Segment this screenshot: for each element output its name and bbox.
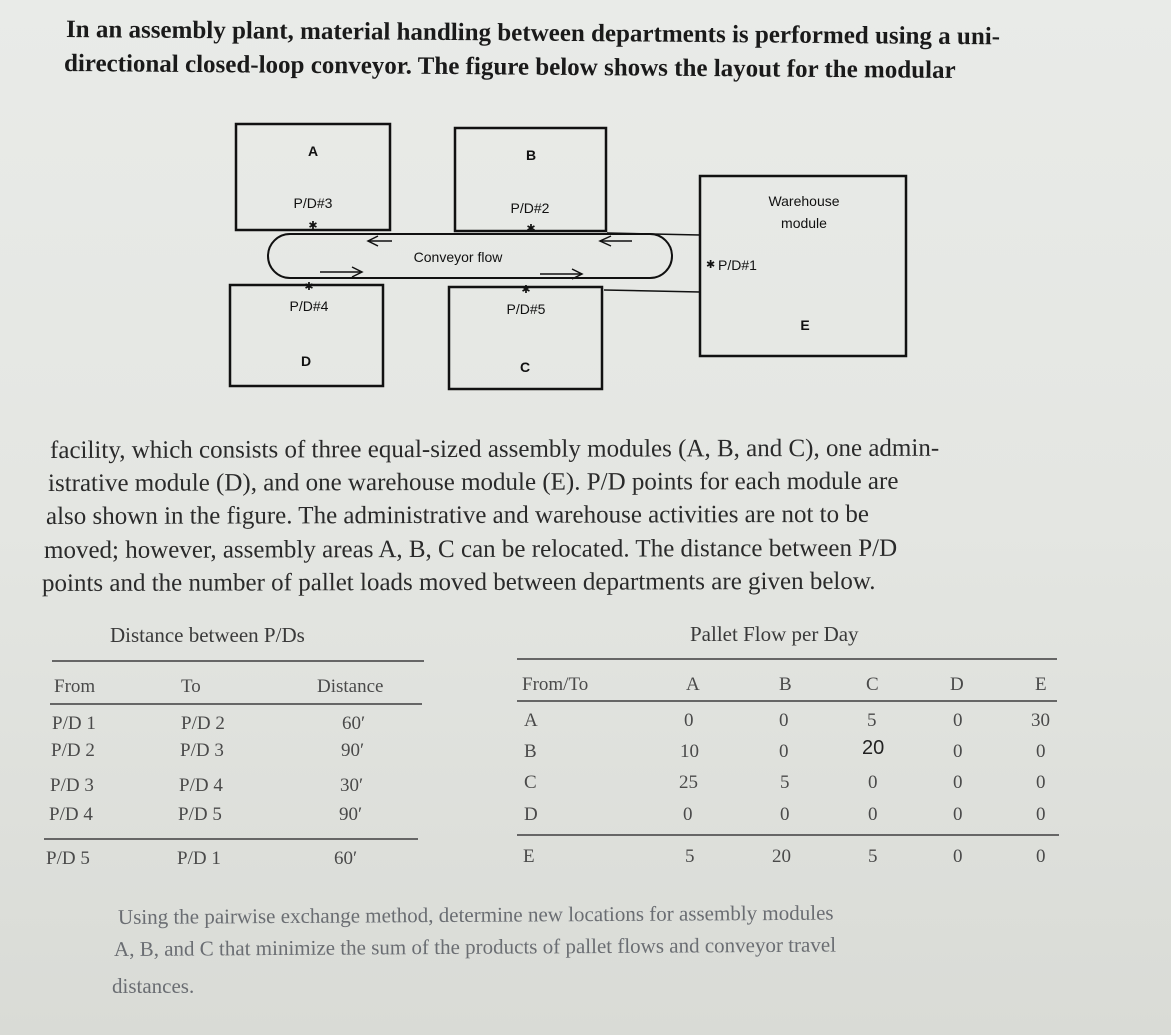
flow-e-to-a: 5	[685, 846, 695, 867]
flow-d-to-c: 0	[868, 804, 878, 825]
warehouse-label-line-1: Warehouse	[768, 193, 840, 209]
distance-table-title: Distance between P/Ds	[110, 623, 305, 647]
flow-d-to-b: 0	[780, 804, 790, 825]
pd2-label: P/D#2	[510, 200, 550, 216]
flow-a-to-a: 0	[684, 710, 694, 731]
flow-header-e: E	[1035, 674, 1047, 695]
intro-line-2: directional closed-loop conveyor. The figure below shows the layout for the modular	[63, 50, 956, 85]
pd1-marker: ✱	[706, 259, 716, 271]
flow-d-to-d: 0	[953, 804, 963, 825]
distance-row-2-to: P/D 3	[180, 740, 224, 761]
flow-row-a-label: A	[524, 710, 538, 731]
flow-row-d-label: D	[524, 804, 538, 825]
flow-header-c: C	[866, 674, 879, 695]
module-a-label: A	[307, 143, 319, 159]
module-b-label: B	[525, 147, 537, 163]
flow-row-b-label: B	[524, 741, 537, 762]
flow-header-fromto: From/To	[522, 674, 589, 695]
distance-row-1-to: P/D 2	[181, 713, 225, 734]
distance-row-5-from: P/D 5	[46, 848, 90, 869]
question-line-2: A, B, and C that minimize the sum of the products of pallet flows and conveyor travel	[113, 932, 837, 961]
distance-row-3-to: P/D 4	[179, 775, 223, 796]
distance-row-2-from: P/D 2	[51, 740, 95, 761]
question-line-3: distances.	[112, 974, 195, 998]
flow-row-e-label: E	[523, 846, 535, 867]
flow-e-to-c: 5	[868, 846, 878, 867]
distance-row-3-distance: 30′	[340, 775, 364, 796]
flow-b-to-e: 0	[1036, 741, 1046, 762]
pd5-marker: ✱	[521, 284, 531, 296]
conveyor-arrow-top-right	[600, 236, 632, 246]
flow-header-b: B	[779, 674, 792, 695]
flow-a-to-e: 30	[1031, 710, 1050, 731]
flow-header-a: A	[686, 674, 700, 695]
distance-row-1-from: P/D 1	[52, 713, 96, 734]
conveyor-arrow-top-left	[368, 236, 392, 246]
question-line-1: Using the pairwise exchange method, determine new locations for assembly modules	[117, 900, 834, 929]
flow-table-top-rule	[517, 658, 1057, 660]
layout-figure	[0, 0, 1171, 400]
flow-row-c-label: C	[524, 772, 537, 793]
flow-b-to-d: 0	[953, 741, 963, 762]
module-e-label: E	[800, 317, 810, 333]
flow-b-to-c: 20	[862, 737, 885, 759]
flow-c-to-b: 5	[780, 772, 790, 793]
flow-a-to-d: 0	[953, 710, 963, 731]
conveyor-link-bottom	[604, 290, 700, 292]
flow-b-to-b: 0	[779, 741, 789, 762]
body-line-5: points and the number of pallet loads moved between departments are given below.	[41, 567, 876, 597]
intro-line-1: In an assembly plant, material handling between departments is performed using a uni-	[65, 16, 1001, 51]
distance-row-1-distance: 60′	[342, 713, 366, 734]
distance-row-4-distance: 90′	[339, 804, 363, 825]
distance-header-distance: Distance	[317, 676, 384, 697]
flow-c-to-a: 25	[679, 772, 698, 793]
distance-table-header-rule	[50, 703, 422, 705]
pd1-label: P/D#1	[718, 257, 757, 273]
pd3-marker: ✱	[308, 220, 318, 232]
flow-c-to-c: 0	[868, 772, 878, 793]
flow-d-to-e: 0	[1036, 804, 1046, 825]
flow-table-divider-rule	[517, 834, 1059, 836]
pd3-label: P/D#3	[293, 195, 333, 211]
distance-row-3-from: P/D 3	[50, 775, 94, 796]
distance-header-to: To	[181, 676, 201, 697]
warehouse-label-line-2: module	[781, 215, 827, 231]
flow-d-to-a: 0	[683, 804, 693, 825]
flow-table-title: Pallet Flow per Day	[690, 622, 859, 646]
pd2-marker: ✱	[526, 223, 536, 235]
flow-header-d: D	[950, 674, 964, 695]
flow-table-header-rule	[517, 700, 1057, 702]
body-line-1: facility, which consists of three equal-sized assembly modules (A, B, and C), one admin-	[49, 434, 940, 464]
flow-b-to-a: 10	[680, 741, 699, 762]
module-c-label: C	[519, 359, 531, 375]
flow-a-to-b: 0	[779, 710, 789, 731]
flow-c-to-d: 0	[953, 772, 963, 793]
distance-table-divider-rule	[44, 838, 418, 840]
pd4-marker: ✱	[304, 281, 314, 293]
module-a-box	[236, 124, 390, 230]
flow-c-to-e: 0	[1036, 772, 1046, 793]
body-line-2: istrative module (D), and one warehouse module (E). P/D points for each module are	[47, 467, 899, 497]
distance-row-2-distance: 90′	[341, 740, 365, 761]
flow-a-to-c: 5	[867, 710, 877, 731]
body-line-4: moved; however, assembly areas A, B, C can be relocated. The distance between P/D	[43, 534, 898, 564]
distance-table-top-rule	[52, 660, 424, 662]
pd5-label: P/D#5	[506, 301, 546, 317]
distance-header-from: From	[54, 676, 96, 697]
conveyor-flow-label: Conveyor flow	[413, 249, 503, 265]
flow-e-to-e: 0	[1036, 846, 1046, 867]
distance-row-4-from: P/D 4	[49, 804, 93, 825]
distance-row-5-distance: 60′	[334, 848, 358, 869]
module-d-label: D	[300, 353, 312, 369]
distance-row-5-to: P/D 1	[177, 848, 221, 869]
flow-e-to-b: 20	[772, 846, 791, 867]
distance-row-4-to: P/D 5	[178, 804, 222, 825]
body-line-3: also shown in the figure. The administrative and warehouse activities are not to be	[45, 500, 869, 530]
pd4-label: P/D#4	[289, 298, 329, 314]
conveyor-arrow-bottom-left	[320, 267, 362, 277]
flow-e-to-d: 0	[953, 846, 963, 867]
